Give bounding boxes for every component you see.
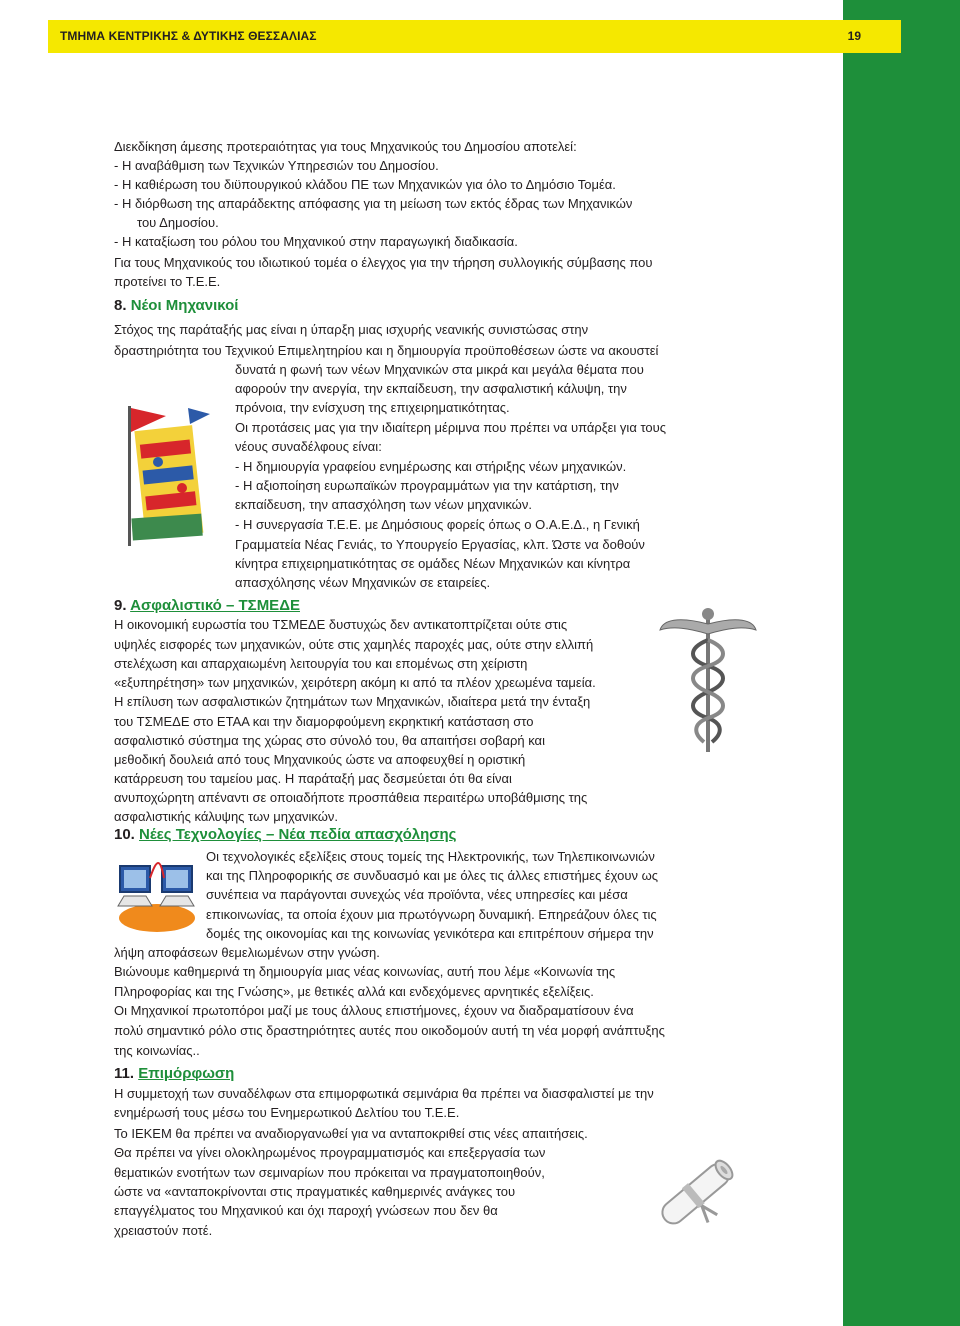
section-heading-10: 10. Νέες Τεχνολογίες – Νέα πεδία απασχόλησης <box>114 826 457 843</box>
text-line: στελέχωση και απαρχαιωμένη λειτουργία του και επομένως στη χείριστη <box>114 656 528 671</box>
text-line: εκπαίδευση, την απασχόληση των νέων μηχανικών. <box>235 497 532 512</box>
text-line: λήψη αποφάσεων θεμελιωμένων στην γνώση. <box>114 945 380 960</box>
text-line: Στόχος της παράταξής μας είναι η ύπαρξη μιας ισχυρής νεανικής συνιστώσας στην <box>114 322 589 337</box>
list-item: - Η διόρθωση της απαράδεκτης απόφασης για τη μείωση των εκτός έδρας των Μηχανικών <box>114 196 633 211</box>
text-line: και της Πληροφορικής σε συνδυασμό και με όλες τις άλλες επιστήμες έχουν ως <box>206 868 659 883</box>
header-title: ΤΜΗΜΑ ΚΕΝΤΡΙΚΗΣ & ΔΥΤΙΚΗΣ ΘΕΣΣΑΛΙΑΣ <box>60 29 317 43</box>
text-line: ώστε να «ανταποκρίνονται στις πραγματικές καθημερινές ανάγκες του <box>114 1184 516 1199</box>
page-number: 19 <box>847 29 861 43</box>
list-item: - Η αναβάθμιση των Τεχνικών Υπηρεσιών του Δημοσίου. <box>114 158 439 173</box>
computers-illustration <box>112 848 202 938</box>
list-item: - Η καταξίωση του ρόλου του Μηχανικού στην παραγωγική διαδικασία. <box>114 234 518 249</box>
text-line: του ΤΣΜΕΔΕ στο ΕΤΑΑ και την διαμορφούμενη εκρηκτική κατάσταση στο <box>114 714 534 729</box>
text-line: της κοινωνίας.. <box>114 1043 200 1058</box>
text-line: Η οικονομική ευρωστία του ΤΣΜΕΔΕ δυστυχώς δεν αντικατοπτρίζεται ούτε στις <box>114 617 568 632</box>
text-line: κίνητρα επιχειρηματικότητας σε ομάδες Νέων Μηχανικών και κίνητρα <box>235 556 631 571</box>
page-header <box>48 20 901 53</box>
text-line: θεματικών ενοτήτων των σεμιναρίων που πρόκειται να πραγματοποιηθούν, <box>114 1165 545 1180</box>
diploma-scroll-illustration <box>640 1138 750 1248</box>
list-item: - Η συνεργασία Τ.Ε.Ε. με Δημόσιους φορείς όπως ο Ο.Α.Ε.Δ., η Γενική <box>235 517 640 532</box>
section-heading-9: 9. Ασφαλιστικό – ΤΣΜΕΔΕ <box>114 597 300 614</box>
text-line: του Δημοσίου. <box>137 215 219 230</box>
text-line: Πληροφορίας και της Γνώσης», με θετικές αλλά και ενδεχόμενες αρνητικές εξελίξεις. <box>114 984 594 999</box>
text-line: επαγγέλματος του Μηχανικού και όχι παροχή γνώσεων που δεν θα <box>114 1203 498 1218</box>
list-item: - Η δημιουργία γραφείου ενημέρωσης και στήριξης νέων μηχανικών. <box>235 459 627 474</box>
text-line: αφορούν την ανεργία, την εκπαίδευση, την ασφαλιστική κάλυψη, την <box>235 381 627 396</box>
text-line: Οι τεχνολογικές εξελίξεις στους τομείς της Ηλεκτρονικής, των Τηλεπικοινωνιών <box>206 849 655 864</box>
text-line: ασφαλιστικό σύστημα της χώρας στο σύνολό του, θα απαιτήσει σοβαρή και <box>114 733 545 748</box>
list-item: - Η αξιοποίηση ευρωπαϊκών προγραμμάτων για την κατάρτιση, την <box>235 478 619 493</box>
section-heading-11: 11. Επιμόρφωση <box>114 1065 235 1082</box>
text-line: «εξυπηρέτηση» των μηχανικών, χειρότερη ακόμη κι από τα πλέον χρεωμένα ταμεία. <box>114 675 596 690</box>
green-sidebar <box>843 0 960 1326</box>
text-line: ανυποχώρητη απέναντι σε οποιαδήποτε προσπάθεια περαιτέρω υποβάθμισης της <box>114 790 588 805</box>
list-item: - Η καθιέρωση του διϋπουργικού κλάδου ΠΕ των Μηχανικών για όλο το Δημόσιο Τομέα. <box>114 177 616 192</box>
text-line: πολύ σημαντικό ρόλο στις δραστηριότητες αυτές που οικοδομούν αυτή τη νέα μορφή ανάπτυξης <box>114 1023 665 1038</box>
caduceus-illustration <box>658 604 758 754</box>
text-line: Βιώνουμε καθημερινά τη δημιουργία μιας νέας κοινωνίας, αυτή που λέμε «Κοινωνία της <box>114 964 616 979</box>
text-line: υψηλές εισφορές των μηχανικών, ούτε στις χαμηλές παροχές μας, ούτε στην ελλιπή <box>114 637 594 652</box>
text-line: Γραμματεία Νέας Γενιάς, το Υπουργείο Εργασίας, κλπ. Ώστε να δοθούν <box>235 537 645 552</box>
text-line: νέους συναδέλφους είναι: <box>235 439 382 454</box>
text-line: δυνατά η φωνή των νέων Μηχανικών στα μικρά και μεγάλα θέματα που <box>235 362 644 377</box>
text-line: χρειαστούν ποτέ. <box>114 1223 213 1238</box>
text-line: συνέπεια να παράγονται συνεχώς νέα προϊόντα, νέες υπηρεσίες και μέσα <box>206 887 628 902</box>
text-line: ασφαλιστικής κάλυψης των μηχανικών. <box>114 809 338 824</box>
text-line: Θα πρέπει να γίνει ολοκληρωμένος προγραμματισμός και επεξεργασία των <box>114 1145 546 1160</box>
text-line: Οι Μηχανικοί πρωτοπόροι μαζί με τους άλλους επιστήμονες, έχουν να διαδραματίσουν ένα <box>114 1003 634 1018</box>
text-line: Για τους Μηχανικούς του ιδιωτικού τομέα ο έλεγχος για την τήρηση συλλογικής σύμβασης που <box>114 255 653 270</box>
text-line: Οι προτάσεις μας για την ιδιαίτερη μέριμνα που πρέπει να υπάρξει για τους <box>235 420 666 435</box>
text-line: Η επίλυση των ασφαλιστικών ζητημάτων των Μηχανικών, ιδιαίτερα μετά την ένταξη <box>114 694 591 709</box>
text-line: Η συμμετοχή των συναδέλφων στα επιμορφωτικά σεμινάρια θα πρέπει να διασφαλιστεί με την <box>114 1086 654 1101</box>
text-line: μεθοδική δουλειά από τους Μηχανικούς ώστε να αποφευχθεί η οριστική <box>114 752 526 767</box>
text-line: Διεκδίκηση άμεσης προτεραιότητας για τους Μηχανικούς του Δημοσίου αποτελεί: <box>114 139 577 154</box>
text-line: κατάρρευση του ταμείου μας. Η παράταξή μας δεσμεύεται ότι θα είναι <box>114 771 512 786</box>
text-line: ενημέρωσή τους μέσω του Ενημερωτικού Δελτίου του Τ.Ε.Ε. <box>114 1105 460 1120</box>
text-line: δομές της οικονομίας και της κοινωνίας γενικότερα και επιτρέπουν σήμερα την <box>206 926 654 941</box>
text-line: πρόνοια, την ενίσχυση της επιχειρηματικότητας. <box>235 400 510 415</box>
text-line: προτείνει το Τ.Ε.Ε. <box>114 274 221 289</box>
text-line: απασχόλησης νέων Μηχανικών σε εταιρείες. <box>235 575 491 590</box>
section-heading-8: 8. Νέοι Μηχανικοί <box>114 297 239 314</box>
flags-illustration <box>118 398 218 548</box>
text-line: δραστηριότητα του Τεχνικού Επιμελητηρίου και η δημιουργία προϋποθέσεων ώστε να ακουστεί <box>114 343 659 358</box>
text-line: Το ΙΕΚΕΜ θα πρέπει να αναδιοργανωθεί για να ανταποκριθεί στις νέες απαιτήσεις. <box>114 1126 588 1141</box>
text-line: επικοινωνίας, τα οποία έχουν μια πρωτόγνωρη δυναμική. Επηρεάζουν όλες τις <box>206 907 657 922</box>
